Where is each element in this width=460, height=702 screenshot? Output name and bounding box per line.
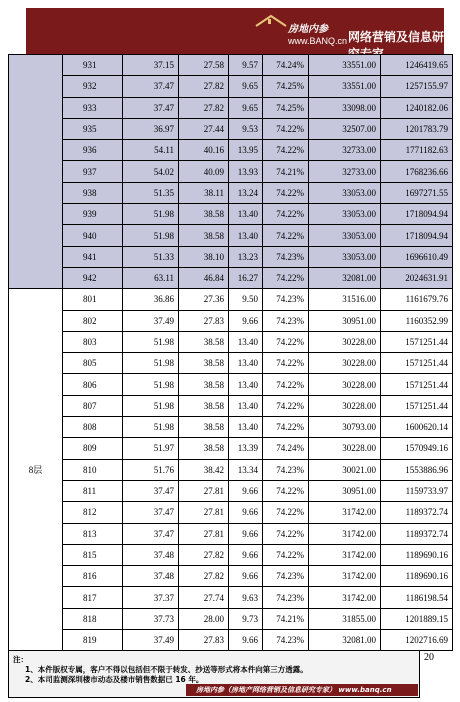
table-cell: 13.95 [229, 140, 263, 161]
table-cell: 30951.00 [309, 310, 381, 331]
table-cell: 32733.00 [309, 140, 381, 161]
table-cell: 38.10 [179, 246, 229, 267]
table-cell: 1186198.54 [381, 587, 453, 608]
table-cell: 13.40 [229, 225, 263, 246]
table-cell: 74.22% [263, 225, 309, 246]
table-cell: 27.83 [179, 310, 229, 331]
table-cell: 74.22% [263, 118, 309, 139]
table-cell: 37.47 [123, 97, 179, 118]
table-cell: 13.40 [229, 417, 263, 438]
sales-table-wrapper [8, 54, 452, 651]
table-row [9, 417, 453, 438]
table-cell: 33053.00 [309, 246, 381, 267]
table-cell: 74.23% [263, 587, 309, 608]
room-number-cell: 810 [63, 459, 123, 480]
table-cell: 54.02 [123, 161, 179, 182]
brand-title: 房地内参 [288, 24, 328, 35]
table-cell: 1202716.69 [381, 630, 453, 651]
table-row [9, 267, 453, 288]
room-number-cell: 802 [63, 310, 123, 331]
room-number-cell: 937 [63, 161, 123, 182]
table-cell: 40.09 [179, 161, 229, 182]
table-cell: 32733.00 [309, 161, 381, 182]
table-cell: 27.82 [179, 566, 229, 587]
table-row [9, 204, 453, 225]
table-cell: 51.33 [123, 246, 179, 267]
table-cell: 32081.00 [309, 630, 381, 651]
table-cell: 27.82 [179, 97, 229, 118]
table-cell: 9.66 [229, 566, 263, 587]
table-cell: 74.22% [263, 417, 309, 438]
room-number-cell: 803 [63, 331, 123, 352]
room-number-cell: 931 [63, 55, 123, 76]
table-cell: 51.98 [123, 204, 179, 225]
table-cell: 74.22% [263, 523, 309, 544]
table-cell: 31742.00 [309, 523, 381, 544]
table-cell: 1571251.44 [381, 353, 453, 374]
table-cell: 33053.00 [309, 182, 381, 203]
table-cell: 40.16 [179, 140, 229, 161]
table-cell: 13.40 [229, 374, 263, 395]
table-cell: 51.35 [123, 182, 179, 203]
table-row [9, 76, 453, 97]
table-cell: 1201783.79 [381, 118, 453, 139]
table-cell: 32081.00 [309, 267, 381, 288]
table-cell: 51.98 [123, 374, 179, 395]
table-cell: 30021.00 [309, 459, 381, 480]
table-cell: 74.23% [263, 289, 309, 310]
table-row [9, 246, 453, 267]
table-row [9, 608, 453, 629]
room-number-cell: 809 [63, 438, 123, 459]
table-cell: 27.81 [179, 480, 229, 501]
table-row [9, 331, 453, 352]
room-number-cell: 932 [63, 76, 123, 97]
table-cell: 9.66 [229, 523, 263, 544]
table-cell: 33053.00 [309, 204, 381, 225]
table-cell: 74.22% [263, 331, 309, 352]
floor-9-rows [9, 55, 453, 289]
table-cell: 1246419.65 [381, 55, 453, 76]
table-cell: 74.22% [263, 140, 309, 161]
table-row [9, 225, 453, 246]
table-row [9, 289, 453, 310]
table-cell: 1696610.49 [381, 246, 453, 267]
table-cell: 9.53 [229, 118, 263, 139]
page-number: 20 [424, 652, 434, 663]
floor-9-floor-label [9, 55, 63, 289]
table-cell: 1257155.97 [381, 76, 453, 97]
table-cell: 51.98 [123, 225, 179, 246]
room-number-cell: 815 [63, 544, 123, 565]
table-cell: 74.25% [263, 76, 309, 97]
table-cell: 31855.00 [309, 608, 381, 629]
table-cell: 1189372.74 [381, 502, 453, 523]
table-row [9, 161, 453, 182]
room-number-cell: 817 [63, 587, 123, 608]
room-number-cell: 816 [63, 566, 123, 587]
table-cell: 54.11 [123, 140, 179, 161]
room-number-cell: 936 [63, 140, 123, 161]
brand-url: www.BANQ.cn [288, 36, 348, 46]
table-cell: 74.23% [263, 459, 309, 480]
table-cell: 38.58 [179, 331, 229, 352]
table-cell: 51.98 [123, 395, 179, 416]
table-cell: 1697271.55 [381, 182, 453, 203]
table-cell: 74.24% [263, 438, 309, 459]
table-row [9, 459, 453, 480]
room-number-cell: 812 [63, 502, 123, 523]
table-cell: 30228.00 [309, 374, 381, 395]
table-cell: 30228.00 [309, 438, 381, 459]
table-cell: 27.82 [179, 544, 229, 565]
table-cell: 37.15 [123, 55, 179, 76]
room-number-cell: 805 [63, 353, 123, 374]
table-cell: 37.47 [123, 76, 179, 97]
table-cell: 37.49 [123, 630, 179, 651]
notes-title: 注： [13, 655, 28, 664]
table-cell: 38.58 [179, 353, 229, 374]
table-cell: 30228.00 [309, 353, 381, 374]
table-cell: 1201889.15 [381, 608, 453, 629]
table-cell: 33551.00 [309, 55, 381, 76]
table-cell: 13.39 [229, 438, 263, 459]
table-cell: 33053.00 [309, 225, 381, 246]
table-cell: 74.23% [263, 246, 309, 267]
table-cell: 27.36 [179, 289, 229, 310]
table-cell: 36.86 [123, 289, 179, 310]
table-cell: 74.22% [263, 544, 309, 565]
table-row [9, 544, 453, 565]
room-number-cell: 818 [63, 608, 123, 629]
table-cell: 33551.00 [309, 76, 381, 97]
table-cell: 30951.00 [309, 480, 381, 501]
table-cell: 63.11 [123, 267, 179, 288]
table-cell: 1159733.97 [381, 480, 453, 501]
table-cell: 1571251.44 [381, 374, 453, 395]
room-number-cell: 813 [63, 523, 123, 544]
table-cell: 37.47 [123, 523, 179, 544]
table-cell: 74.23% [263, 566, 309, 587]
table-cell: 38.58 [179, 225, 229, 246]
table-cell: 51.98 [123, 353, 179, 374]
table-cell: 13.40 [229, 331, 263, 352]
footer-banner: 房地内参（房地产网络营销及信息研究专家） www.banq.cn [186, 684, 418, 696]
table-cell: 9.50 [229, 289, 263, 310]
table-cell: 16.27 [229, 267, 263, 288]
table-cell: 1189690.16 [381, 566, 453, 587]
table-cell: 1718094.94 [381, 225, 453, 246]
table-cell: 1571251.44 [381, 331, 453, 352]
table-cell: 1553886.96 [381, 459, 453, 480]
room-number-cell: 938 [63, 182, 123, 203]
table-cell: 13.40 [229, 204, 263, 225]
floor-8-rows [9, 289, 453, 651]
table-cell: 1189372.74 [381, 523, 453, 544]
table-cell: 13.93 [229, 161, 263, 182]
room-number-cell: 941 [63, 246, 123, 267]
table-cell: 33098.00 [309, 97, 381, 118]
table-cell: 27.81 [179, 523, 229, 544]
table-cell: 9.66 [229, 502, 263, 523]
table-cell: 9.65 [229, 97, 263, 118]
table-cell: 51.97 [123, 438, 179, 459]
table-cell: 1571251.44 [381, 395, 453, 416]
table-cell: 37.37 [123, 587, 179, 608]
table-cell: 30228.00 [309, 331, 381, 352]
table-row [9, 587, 453, 608]
table-cell: 1768236.66 [381, 161, 453, 182]
note-line-1: 1、本件版权专属，客户不得以包括但不限于转发、抄送等形式将本件向第三方透露。 [25, 665, 308, 674]
table-cell: 31742.00 [309, 544, 381, 565]
table-cell: 51.98 [123, 331, 179, 352]
room-number-cell: 935 [63, 118, 123, 139]
table-cell: 46.84 [179, 267, 229, 288]
table-cell: 31516.00 [309, 289, 381, 310]
table-cell: 9.73 [229, 608, 263, 629]
table-cell: 37.47 [123, 502, 179, 523]
table-cell: 37.48 [123, 544, 179, 565]
table-row [9, 566, 453, 587]
table-cell: 27.81 [179, 502, 229, 523]
price-table [8, 54, 453, 651]
table-cell: 1160352.99 [381, 310, 453, 331]
table-cell: 9.66 [229, 630, 263, 651]
table-cell: 13.40 [229, 395, 263, 416]
room-number-cell: 939 [63, 204, 123, 225]
table-cell: 74.22% [263, 502, 309, 523]
table-cell: 38.58 [179, 438, 229, 459]
table-cell: 1570949.16 [381, 438, 453, 459]
table-cell: 27.58 [179, 55, 229, 76]
table-row [9, 310, 453, 331]
table-cell: 1161679.76 [381, 289, 453, 310]
table-cell: 37.48 [123, 566, 179, 587]
table-cell: 38.42 [179, 459, 229, 480]
table-cell: 13.23 [229, 246, 263, 267]
table-cell: 27.83 [179, 630, 229, 651]
brand-slogan: 网络营销及信息研 [348, 30, 445, 44]
table-cell: 27.74 [179, 587, 229, 608]
table-cell: 74.22% [263, 353, 309, 374]
table-cell: 31742.00 [309, 566, 381, 587]
table-cell: 74.25% [263, 97, 309, 118]
table-cell: 37.49 [123, 310, 179, 331]
table-row [9, 55, 453, 76]
table-cell: 28.00 [179, 608, 229, 629]
table-cell: 1600620.14 [381, 417, 453, 438]
table-cell: 13.24 [229, 182, 263, 203]
table-cell: 32507.00 [309, 118, 381, 139]
room-number-cell: 940 [63, 225, 123, 246]
table-cell: 9.57 [229, 55, 263, 76]
room-number-cell: 807 [63, 395, 123, 416]
table-row [9, 523, 453, 544]
table-cell: 74.21% [263, 161, 309, 182]
table-cell: 31742.00 [309, 587, 381, 608]
table-cell: 51.76 [123, 459, 179, 480]
room-number-cell: 808 [63, 417, 123, 438]
table-row [9, 438, 453, 459]
table-row [9, 97, 453, 118]
table-cell: 2024631.91 [381, 267, 453, 288]
floor-8-floor-label: 8层 [9, 289, 63, 651]
room-number-cell: 942 [63, 267, 123, 288]
table-cell: 38.58 [179, 395, 229, 416]
table-cell: 74.22% [263, 374, 309, 395]
table-row [9, 182, 453, 203]
table-cell: 36.97 [123, 118, 179, 139]
table-cell: 37.47 [123, 480, 179, 501]
table-cell: 38.58 [179, 374, 229, 395]
table-cell: 30793.00 [309, 417, 381, 438]
table-row [9, 118, 453, 139]
table-cell: 1189690.16 [381, 544, 453, 565]
table-cell: 31742.00 [309, 502, 381, 523]
table-row [9, 630, 453, 651]
table-row [9, 374, 453, 395]
table-cell: 51.98 [123, 417, 179, 438]
table-cell: 9.65 [229, 76, 263, 97]
table-cell: 13.40 [229, 353, 263, 374]
table-cell: 37.73 [123, 608, 179, 629]
room-number-cell: 819 [63, 630, 123, 651]
table-cell: 74.23% [263, 630, 309, 651]
house-roof-logo-icon [254, 14, 288, 34]
table-cell: 27.44 [179, 118, 229, 139]
table-cell: 74.22% [263, 204, 309, 225]
table-cell: 1771182.63 [381, 140, 453, 161]
note-line-2: 2、本司监测深圳楼市动态及楼市销售数据已 16 年。 [25, 675, 204, 684]
room-number-cell: 801 [63, 289, 123, 310]
table-cell: 38.11 [179, 182, 229, 203]
table-cell: 9.66 [229, 310, 263, 331]
table-cell: 38.58 [179, 417, 229, 438]
table-cell: 74.24% [263, 55, 309, 76]
table-row [9, 140, 453, 161]
room-number-cell: 806 [63, 374, 123, 395]
table-cell: 74.21% [263, 608, 309, 629]
table-cell: 38.58 [179, 204, 229, 225]
table-cell: 13.34 [229, 459, 263, 480]
table-cell: 27.82 [179, 76, 229, 97]
table-row [9, 395, 453, 416]
table-cell: 9.63 [229, 587, 263, 608]
table-cell: 9.66 [229, 544, 263, 565]
table-cell: 1240182.06 [381, 97, 453, 118]
table-cell: 9.66 [229, 480, 263, 501]
table-cell: 74.22% [263, 480, 309, 501]
table-cell: 74.22% [263, 395, 309, 416]
table-cell: 30228.00 [309, 395, 381, 416]
room-number-cell: 933 [63, 97, 123, 118]
room-number-cell: 811 [63, 480, 123, 501]
table-cell: 74.23% [263, 310, 309, 331]
page-header-banner [26, 8, 444, 54]
table-row [9, 353, 453, 374]
table-row [9, 480, 453, 501]
table-row [9, 502, 453, 523]
table-cell: 74.22% [263, 267, 309, 288]
table-cell: 74.22% [263, 182, 309, 203]
table-cell: 1718094.94 [381, 204, 453, 225]
